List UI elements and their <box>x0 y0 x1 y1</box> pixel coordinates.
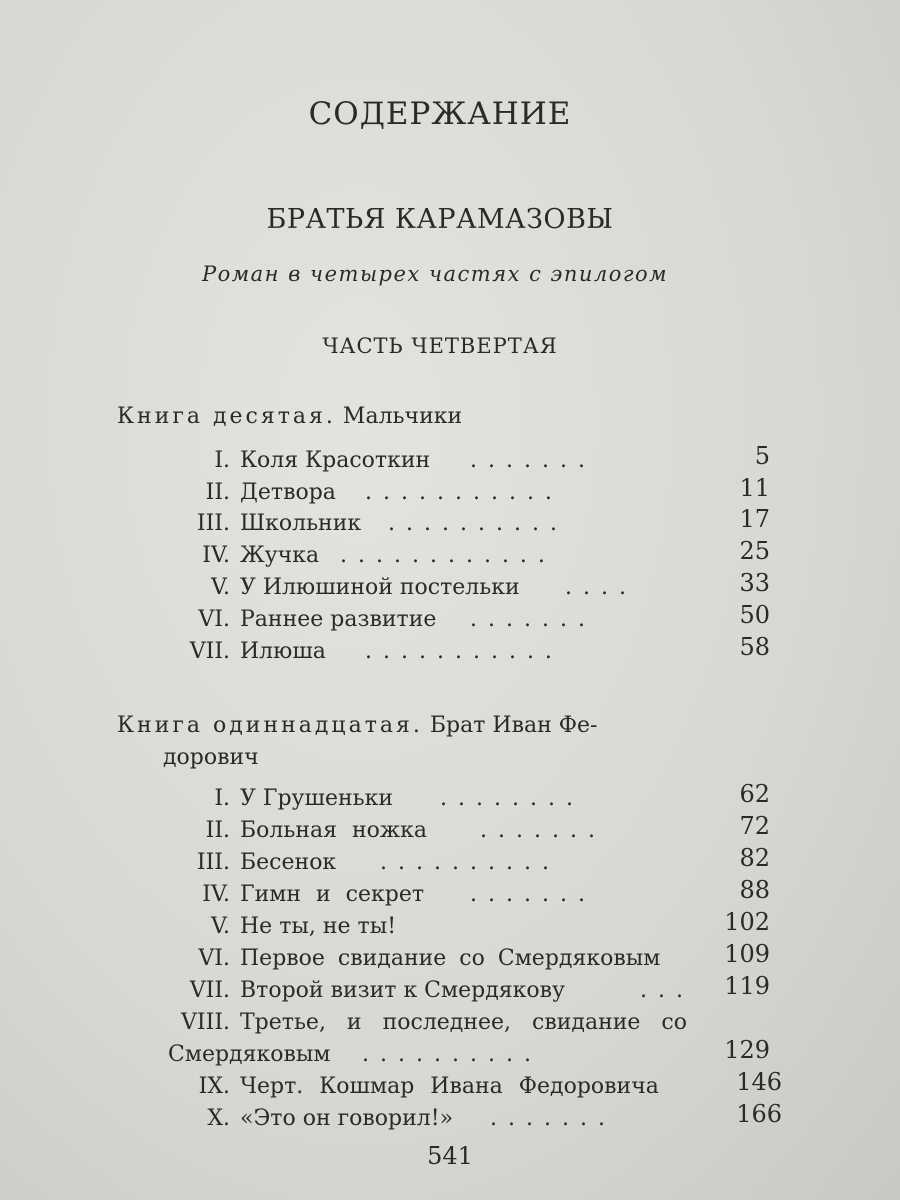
leader-dots: ........... <box>365 480 563 505</box>
chapter-page: 82 <box>739 844 770 872</box>
chapter-page: 17 <box>739 505 770 533</box>
chapter-page: 25 <box>739 537 770 565</box>
leader-dots: ....... <box>470 607 596 632</box>
contents-heading: СОДЕРЖАНИЕ <box>308 96 572 132</box>
chapter-title: У Грушеньки <box>240 786 394 811</box>
chapter-number: VI. <box>198 946 230 971</box>
chapter-title: Черт. Кошмар Ивана Федоровича <box>240 1074 659 1099</box>
chapter-page: 109 <box>724 940 770 968</box>
chapter-title: Илюша <box>240 639 326 664</box>
book-label: Книга десятая. <box>117 404 336 429</box>
page-number: 541 <box>427 1142 473 1170</box>
leader-dots: .......... <box>380 850 560 875</box>
chapter-title: Второй визит к Смердякову <box>240 978 565 1003</box>
chapter-page: 129 <box>724 1036 770 1064</box>
chapter-number: IV. <box>202 543 230 568</box>
book-title: Брат Иван Фе- <box>429 713 598 738</box>
book-heading <box>117 713 597 738</box>
chapter-number: IV. <box>202 882 230 907</box>
leader-dots: ....... <box>470 882 596 907</box>
chapter-number: II. <box>205 480 230 505</box>
leader-dots: ....... <box>470 448 596 473</box>
leader-dots: .......... <box>388 511 568 536</box>
part-title: ЧАСТЬ ЧЕТВЕРТАЯ <box>322 334 558 358</box>
leader-dots: ....... <box>490 1106 616 1131</box>
chapter-number: III. <box>196 511 230 536</box>
chapter-page: 146 <box>736 1068 782 1096</box>
book-heading <box>117 404 462 429</box>
chapter-page: 5 <box>754 442 770 470</box>
chapter-title-continued: Смердяковым <box>168 1042 331 1067</box>
leader-dots: ............ <box>340 543 556 568</box>
chapter-number: I. <box>214 448 230 473</box>
chapter-title: Раннее развитие <box>240 607 437 632</box>
novel-title: БРАТЬЯ КАРАМАЗОВЫ <box>266 204 614 235</box>
chapter-title: У Илюшиной постельки <box>240 575 520 600</box>
chapter-number: VI. <box>198 607 230 632</box>
chapter-page: 33 <box>739 569 770 597</box>
chapter-page: 62 <box>739 780 770 808</box>
book-label: Книга одиннадцатая. <box>117 713 423 738</box>
book-title-continued: дорович <box>163 745 259 770</box>
chapter-number: I. <box>214 786 230 811</box>
leader-dots: ........... <box>365 639 563 664</box>
chapter-title: Бесенок <box>240 850 337 875</box>
chapter-number: X. <box>207 1106 230 1131</box>
novel-subtitle: Роман в четырех частях с эпилогом <box>201 262 669 286</box>
chapter-title: Первое свидание со Смердяковым <box>240 946 661 971</box>
chapter-page: 119 <box>724 972 770 1000</box>
leader-dots: ....... <box>480 818 606 843</box>
chapter-title: Школьник <box>240 511 362 536</box>
chapter-page: 11 <box>739 474 770 502</box>
chapter-page: 88 <box>739 876 770 904</box>
leader-dots: .... <box>565 575 637 600</box>
chapter-title: Детвора <box>240 480 336 505</box>
chapter-title: Больная ножка <box>240 818 428 843</box>
leader-dots: ........ <box>440 786 584 811</box>
chapter-page: 72 <box>739 812 770 840</box>
chapter-number: VII. <box>189 639 230 664</box>
chapter-title: Коля Красоткин <box>240 448 431 473</box>
chapter-title: Не ты, не ты! <box>240 914 397 939</box>
book-title: Мальчики <box>342 404 463 429</box>
chapter-title: Жучка <box>240 543 320 568</box>
chapter-title: «Это он говорил!» <box>240 1106 454 1131</box>
chapter-page: 166 <box>736 1100 782 1128</box>
chapter-page: 102 <box>724 908 770 936</box>
chapter-number: II. <box>205 818 230 843</box>
chapter-page: 50 <box>739 601 770 629</box>
chapter-number: IX. <box>198 1074 230 1099</box>
chapter-title: Третье, и последнее, свидание со <box>240 1010 687 1035</box>
chapter-page: 58 <box>739 633 770 661</box>
chapter-number: V. <box>210 914 230 939</box>
chapter-number: VII. <box>189 978 230 1003</box>
chapter-number: VIII. <box>181 1010 230 1035</box>
chapter-number: III. <box>196 850 230 875</box>
chapter-number: V. <box>210 575 230 600</box>
leader-dots: .......... <box>362 1042 542 1067</box>
chapter-title: Гимн и секрет <box>240 882 425 907</box>
leader-dots: ... <box>640 978 694 1003</box>
